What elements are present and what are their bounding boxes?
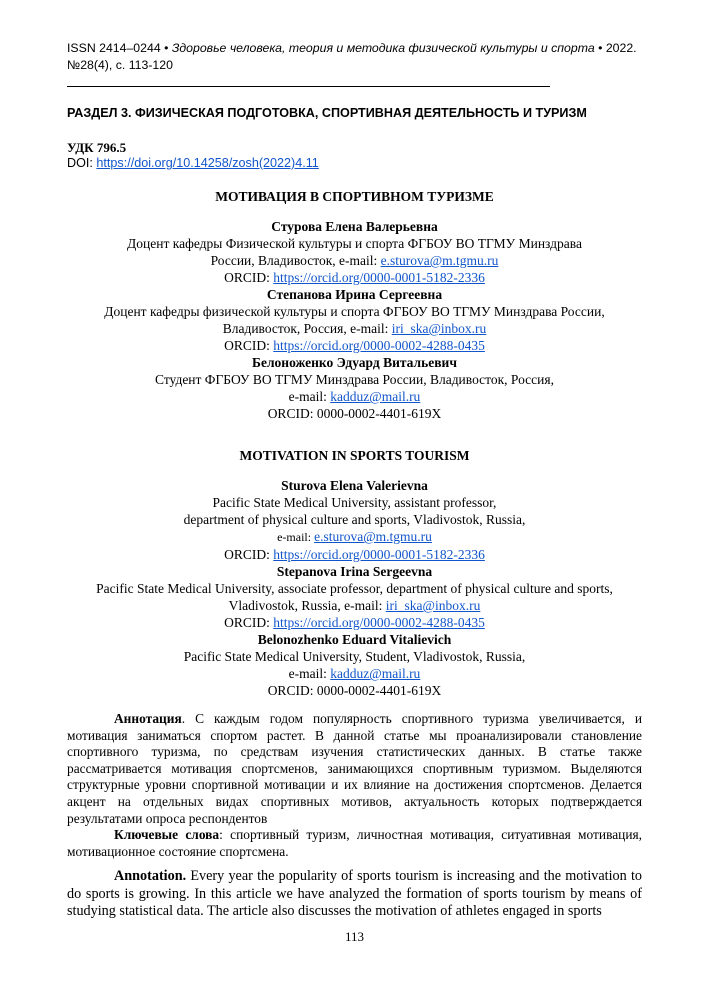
header-divider: [67, 86, 550, 87]
en-author-1-orcid-label: ORCID:: [224, 547, 274, 562]
journal-title: Здоровье человека, теория и методика физической культуры и спорта: [171, 41, 595, 55]
en-authors: [0, 477, 709, 699]
ru-author-3-email[interactable]: kadduz@mail.ru: [330, 389, 421, 404]
en-author-2-name: Stepanova Irina Sergeevna: [276, 564, 433, 579]
ru-authors: [0, 218, 709, 422]
journal-issue: №28(4), с. 113-120: [67, 58, 173, 72]
ru-author-2-name: Степанова Ирина Сергеевна: [266, 287, 443, 302]
en-author-1-orcid[interactable]: https://orcid.org/0000-0001-5182-2336: [273, 547, 485, 562]
running-header: [67, 40, 657, 74]
ru-author-2-orcid-line: [0, 337, 709, 354]
abstract-ru-paragraph: [67, 711, 642, 827]
journal-year: • 2022.: [598, 41, 637, 55]
ru-author-1-email[interactable]: e.sturova@m.tgmu.ru: [380, 253, 499, 268]
section-title: РАЗДЕЛ 3. ФИЗИЧЕСКАЯ ПОДГОТОВКА, СПОРТИВНАЯ ДЕЯТЕЛЬНОСТЬ И ТУРИЗМ: [67, 106, 587, 120]
en-author-2-orcid[interactable]: https://orcid.org/0000-0002-4288-0435: [273, 615, 485, 630]
ru-author-2-orcid-label: ORCID:: [224, 338, 274, 353]
en-author-3-aff2: e-mail:: [288, 666, 331, 681]
ru-author-3-aff2: e-mail:: [288, 389, 331, 404]
abstract-ru-text: . С каждым годом популярность спортивного туризма увеличивается, и мотивация заниматься спортом растет. В данной статье мы проанализировали становление спортивного туризма, по средствам изучения статистических данных. В статье также рассматривается мотивация спортсменов, занимающихся спортивным туризмом. Выделяются структурные уровни спортивной мотивации и их влияние на достижения спортсменов. Делается акцент на отдельных видах спортивных мотивов, актуальность которых подтверждается результатами опроса респондентов: [67, 711, 642, 826]
en-author-1-aff2: department of physical culture and sports, Vladivostok, Russia,: [183, 512, 526, 527]
en-author-3-aff1: Pacific State Medical University, Student, Vladivostok, Russia,: [183, 649, 526, 664]
en-author-1-name: Sturova Elena Valerievna: [281, 478, 428, 493]
udk: УДК 796.5: [67, 140, 127, 155]
ru-author-1-aff2: России, Владивосток, e-mail:: [210, 253, 381, 268]
en-author-2-aff2: Vladivostok, Russia, e-mail:: [228, 598, 386, 613]
en-author-1-email-line: [0, 528, 709, 546]
en-author-2-orcid-label: ORCID:: [224, 615, 274, 630]
ru-author-1-orcid[interactable]: https://orcid.org/0000-0001-5182-2336: [273, 270, 485, 285]
en-author-3-email-line: [0, 665, 709, 682]
ru-author-3-name: Белоноженко Эдуард Витальевич: [252, 355, 457, 370]
ru-author-1-aff1: Доцент кафедры Физической культуры и спорта ФГБОУ ВО ТГМУ Минздрава: [127, 236, 582, 251]
en-author-2-aff2-line: [0, 597, 709, 614]
en-title: MOTIVATION IN SPORTS TOURISM: [239, 448, 470, 463]
ru-author-2-aff2-line: [0, 320, 709, 337]
page-number: 113: [344, 929, 365, 944]
keywords-ru-label: Ключевые слова: [114, 827, 220, 843]
en-author-2-orcid-line: [0, 614, 709, 631]
doi: [67, 156, 319, 170]
ru-author-2-aff1: Доцент кафедры физической культуры и спорта ФГБОУ ВО ТГМУ Минздрава России,: [104, 304, 605, 319]
en-author-3-email[interactable]: kadduz@mail.ru: [330, 666, 421, 681]
abstract-en: [67, 868, 642, 921]
abstract-ru-label: Аннотация: [114, 711, 182, 726]
ru-author-2-aff2: Владивосток, Россия, e-mail:: [222, 321, 392, 336]
ru-author-1-aff2-line: [0, 252, 709, 269]
ru-author-3-orcid: ORCID: 0000-0002-4401-619X: [267, 406, 442, 421]
keywords-ru-text: : спортивный туризм, личностная мотивация, ситуативная мотивация, мотивационное состояние спортсмена.: [67, 827, 642, 859]
en-author-1-aff3: e-mail:: [277, 530, 315, 544]
en-author-2-email[interactable]: iri_ska@inbox.ru: [385, 598, 481, 613]
en-author-2-aff1: Pacific State Medical University, associate professor, department of physical culture and sports,: [96, 581, 613, 596]
keywords-ru-paragraph: [67, 827, 642, 860]
ru-author-1-name: Стурова Елена Валерьевна: [271, 219, 438, 234]
doi-label: DOI:: [67, 156, 93, 170]
en-author-3-name: Belonozhenko Eduard Vitalievich: [257, 632, 452, 647]
ru-author-1-orcid-label: ORCID:: [224, 270, 274, 285]
doi-link[interactable]: https://doi.org/10.14258/zosh(2022)4.11: [96, 156, 319, 170]
issn: ISSN 2414–0244 •: [67, 41, 169, 55]
abstract-en-paragraph: [67, 868, 642, 921]
ru-author-2-orcid[interactable]: https://orcid.org/0000-0002-4288-0435: [273, 338, 485, 353]
en-author-1-aff1: Pacific State Medical University, assistant professor,: [212, 495, 497, 510]
ru-title: МОТИВАЦИЯ В СПОРТИВНОМ ТУРИЗМЕ: [215, 189, 494, 204]
ru-author-1-orcid-line: [0, 269, 709, 286]
abstract-en-text: Every year the popularity of sports tourism is increasing and the motivation to do sports is growing. In this article we have analyzed the formation of sports tourism by means of studying statistical data. The article also discusses the motivation of athletes engaged in sports: [67, 868, 642, 919]
en-author-3-orcid: ORCID: 0000-0002-4401-619X: [267, 683, 442, 698]
ru-author-3-aff2-line: [0, 388, 709, 405]
en-author-1-orcid-line: [0, 546, 709, 563]
en-author-1-email[interactable]: e.sturova@m.tgmu.ru: [314, 529, 432, 544]
ru-author-2-email[interactable]: iri_ska@inbox.ru: [391, 321, 487, 336]
abstract-ru: [67, 711, 642, 860]
ru-author-3-aff1: Студент ФГБОУ ВО ТГМУ Минздрава России, Владивосток, Россия,: [155, 372, 554, 387]
abstract-en-label: Annotation.: [114, 868, 187, 884]
